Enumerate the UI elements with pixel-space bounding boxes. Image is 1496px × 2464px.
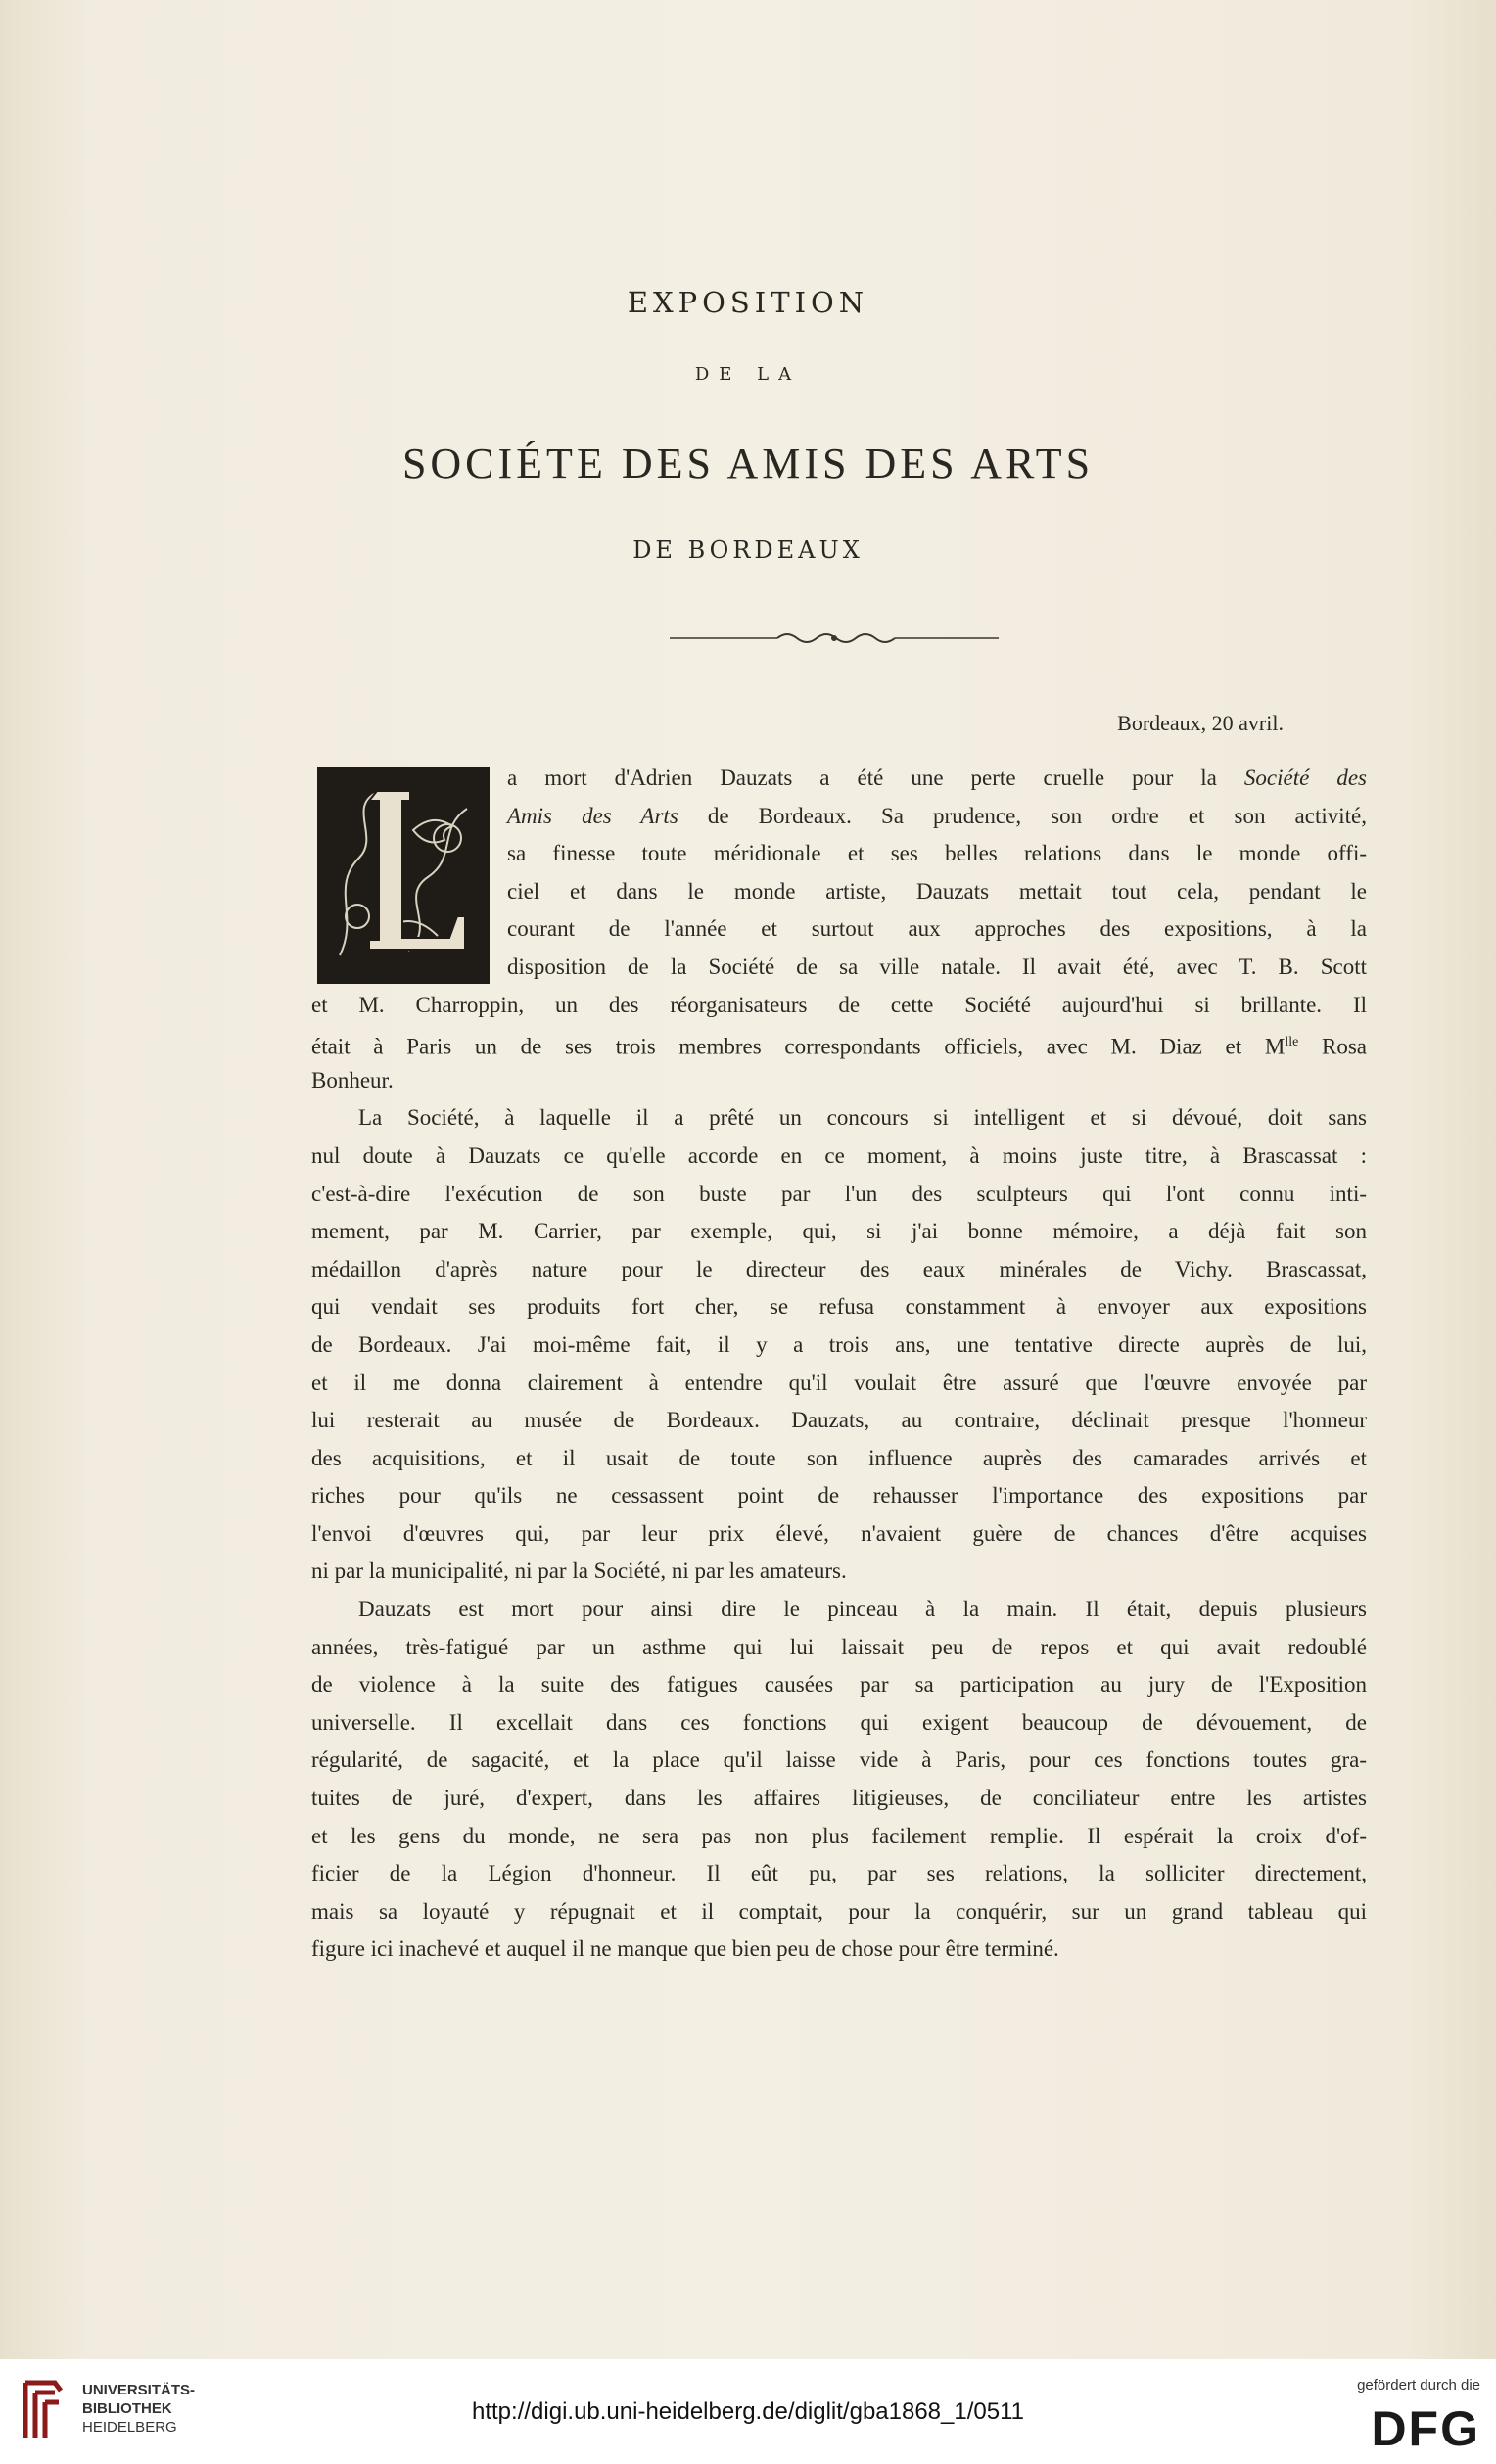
text-segment: universelle. Il excellait dans ces fonctions qui exigent beaucoup de dévouement, de: [311, 1709, 1367, 1735]
text-segment: figure ici inachevé et auquel il ne manque que bien peu de chose pour être terminé.: [311, 1936, 1059, 1962]
text-line: [311, 1855, 1367, 1893]
text-segment: mement, par M. Carrier, par exemple, qui, si j'ai bonne mémoire, a déjà fait son: [311, 1219, 1367, 1244]
italic-title: Société des: [1243, 766, 1368, 790]
text-line: [311, 1704, 1367, 1743]
text-line: [311, 760, 1367, 798]
text-line: [311, 1138, 1367, 1176]
text-line: [311, 949, 1367, 987]
text-segment: riches pour qu'ils ne cessassent point de rehausser l'importance des expositions par: [311, 1483, 1367, 1509]
text-line: [311, 1477, 1367, 1515]
text-segment: régularité, de sagacité, et la place qu'il laisse vide à Paris, pour ces fonctions toutes gra-: [311, 1747, 1367, 1773]
text-segment: et les gens du monde, ne sera pas non plus facilement remplie. Il espérait la croix d'of-: [311, 1823, 1367, 1848]
funding-note: gefördert durch die: [1357, 2377, 1480, 2394]
ornament-divider: [670, 628, 999, 649]
text-segment: l'envoi d'œuvres qui, par leur prix élevé, n'avaient guère de chances d'être acquises: [311, 1520, 1367, 1546]
text-segment: lui resterait au musée de Bordeaux. Dauzats, au contraire, déclinait presque l'honneur: [311, 1408, 1367, 1433]
text-line: [311, 1440, 1367, 1478]
text-segment: Bonheur.: [311, 1067, 394, 1093]
heading-bordeaux: DE BORDEAUX: [632, 536, 864, 564]
text-line: [311, 873, 1367, 911]
text-line: [311, 1780, 1367, 1818]
text-line: [311, 1402, 1367, 1440]
text-line: [311, 1213, 1367, 1251]
text-segment: ficier de la Légion d'honneur. Il eût pu, par ses relations, la solliciter directement,: [311, 1861, 1367, 1886]
text-segment: ni par la municipalité, ni par la Société, ni par les amateurs.: [311, 1558, 847, 1584]
text-line: [311, 798, 1367, 836]
superscript: lle: [1285, 1035, 1299, 1050]
text-line: [311, 1893, 1367, 1931]
text-line: [311, 1326, 1367, 1365]
text-line: [311, 987, 1367, 1025]
text-line: [311, 1099, 1367, 1138]
text-line: [311, 1742, 1367, 1780]
text-line: [311, 1591, 1367, 1629]
text-segment: de Bordeaux. J'ai moi-même fait, il y a trois ans, une tentative directe auprès de lui,: [311, 1331, 1367, 1357]
text-line: [311, 1666, 1367, 1704]
text-line: [311, 1062, 1367, 1100]
text-segment: tuites de juré, d'expert, dans les affaires litigieuses, de conciliateur entre les artistes: [311, 1786, 1367, 1811]
text-segment: qui vendait ses produits fort cher, se refusa constamment à envoyer aux expositions: [311, 1294, 1367, 1320]
text-segment: disposition de la Société de sa ville natale. Il avait été, avec T. B. Scott: [507, 953, 1367, 979]
text-line: [311, 1024, 1367, 1062]
text-segment: des acquisitions, et il usait de toute son influence auprès des camarades arrivés et: [311, 1445, 1367, 1470]
library-name-line-2: BIBLIOTHEK: [82, 2400, 172, 2417]
permalink-url[interactable]: http://digi.ub.uni-heidelberg.de/diglit/gba1868_1/0511: [472, 2398, 1024, 2425]
text-segment: médaillon d'après nature pour le directeur des eaux minérales de Vichy. Brascassat,: [311, 1256, 1367, 1281]
article-body: [311, 760, 1367, 1969]
text-line: [311, 1288, 1367, 1326]
text-line: [311, 1629, 1367, 1667]
text-segment: courant de l'année et surtout aux approches des expositions, à la: [507, 916, 1367, 942]
text-line: [311, 910, 1367, 949]
text-segment: années, très-fatigué par un asthme qui lui laissait peu de repos et qui avait redoublé: [311, 1634, 1367, 1659]
text-segment: et il me donna clairement à entendre qu'il voulait être assuré que l'œuvre envoyée par: [311, 1370, 1367, 1395]
text-segment: c'est-à-dire l'exécution de son buste par l'un des sculpteurs qui l'ont connu inti-: [311, 1181, 1367, 1206]
text-line: [311, 1251, 1367, 1289]
dateline: Bordeaux, 20 avril.: [1117, 711, 1284, 735]
text-segment: ciel et dans le monde artiste, Dauzats mettait tout cela, pendant le: [507, 878, 1367, 904]
heading-de-la: DE LA: [694, 364, 802, 385]
text-line: [311, 1553, 1367, 1591]
library-name-line-1: UNIVERSITÄTS-: [82, 2382, 196, 2398]
text-segment: Rosa: [1298, 1034, 1368, 1059]
text-segment: a mort d'Adrien Dauzats a été une perte cruelle pour la: [507, 766, 1244, 790]
text-line: [311, 1930, 1367, 1969]
dfg-logo: DFG: [1371, 2401, 1480, 2456]
text-segment: Dauzats est mort pour ainsi dire le pinceau à la main. Il était, depuis plusieurs: [358, 1597, 1367, 1622]
text-line: [311, 1515, 1367, 1554]
text-segment: de Bordeaux. Sa prudence, son ordre et son activité,: [678, 803, 1367, 828]
text-line: [311, 1176, 1367, 1214]
library-name-line-3: HEIDELBERG: [82, 2419, 177, 2436]
text-line: [311, 835, 1367, 873]
text-segment: nul doute à Dauzats ce qu'elle accorde en ce moment, à moins juste titre, à Brascassat :: [311, 1142, 1367, 1168]
text-segment: de violence à la suite des fatigues causées par sa participation au jury de l'Exposition: [311, 1672, 1367, 1697]
heading-societe: SOCIÉTE DES AMIS DES ARTS: [401, 440, 1095, 488]
heading-exposition: EXPOSITION: [627, 286, 869, 319]
text-segment: était à Paris un de ses trois membres correspondants officiels, avec M. Diaz et M: [311, 1034, 1286, 1059]
text-line: [311, 1365, 1367, 1403]
text-segment: et M. Charroppin, un des réorganisateurs de cette Société aujourd'hui si brillante. Il: [311, 992, 1367, 1017]
text-segment: sa finesse toute méridionale et ses belles relations dans le monde offi-: [507, 841, 1367, 866]
italic-title: Amis des Arts: [507, 803, 678, 828]
text-line: [311, 1818, 1367, 1856]
text-segment: mais sa loyauté y répugnait et il comptait, pour la conquérir, sur un grand tableau qui: [311, 1898, 1367, 1924]
text-segment: La Société, à laquelle il a prêté un concours si intelligent et si dévoué, doit sans: [358, 1105, 1367, 1131]
